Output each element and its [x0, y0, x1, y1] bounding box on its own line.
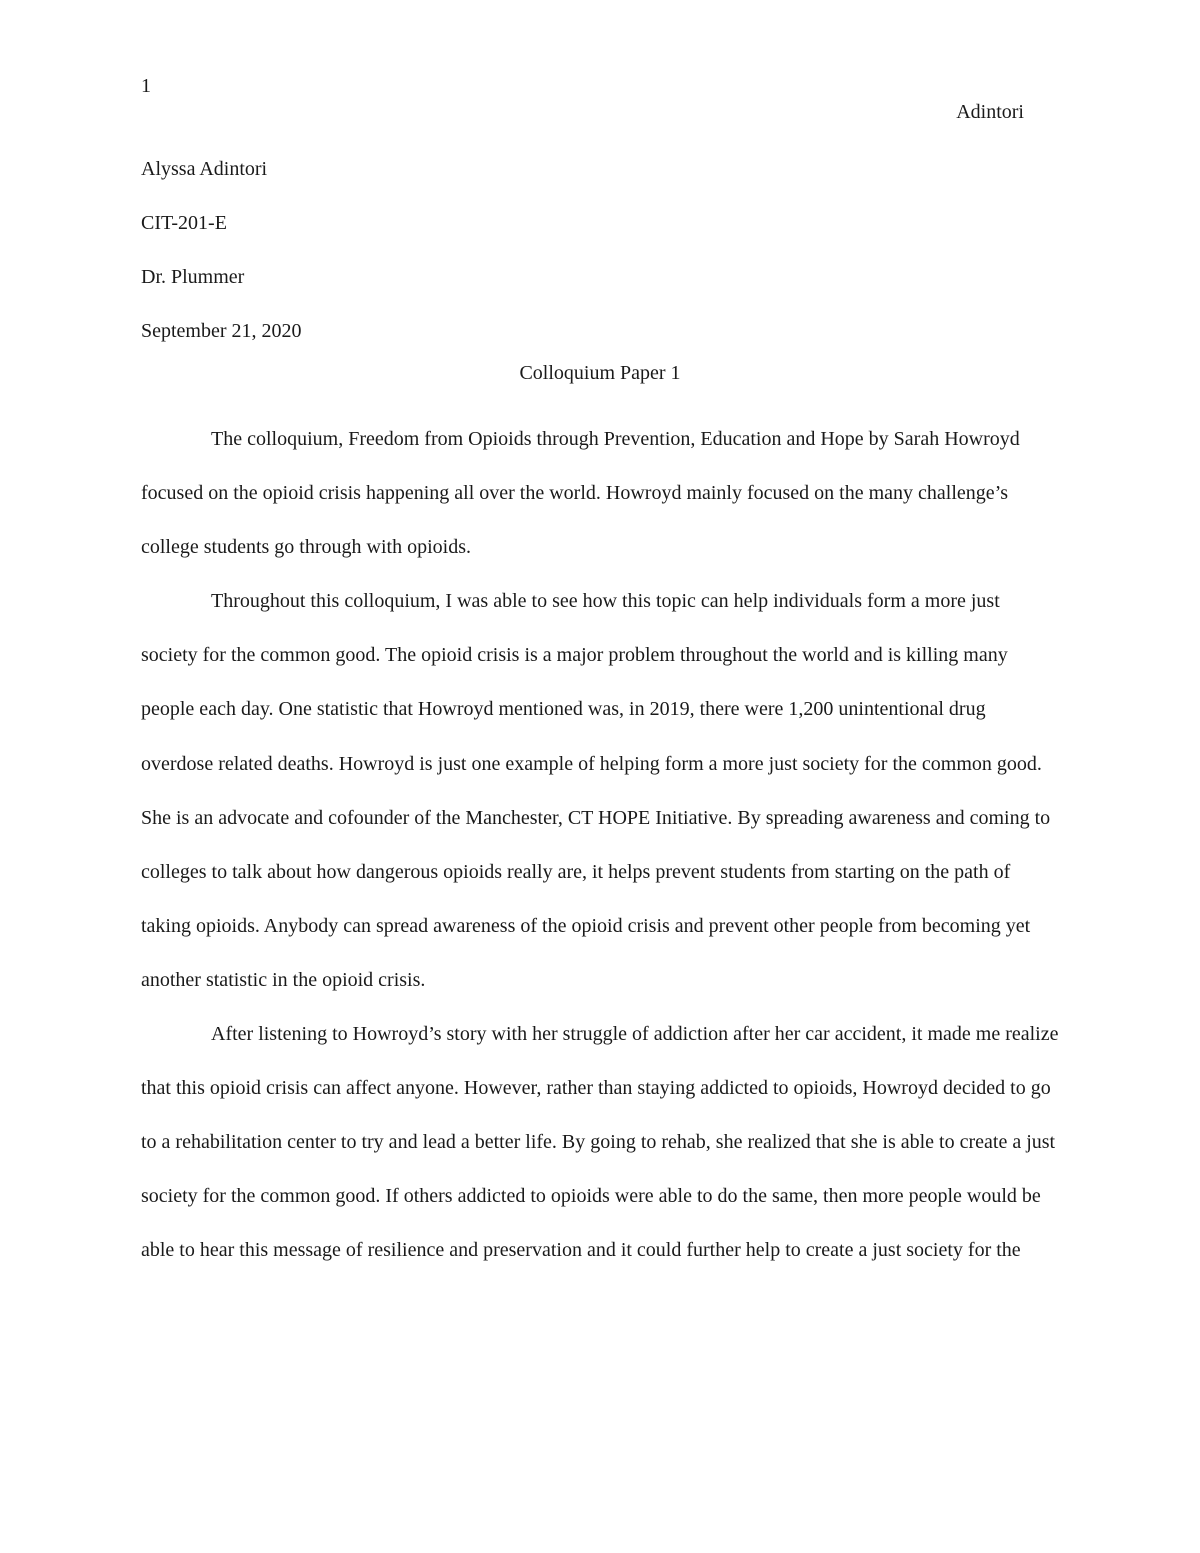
paper-date: September 21, 2020 — [141, 320, 302, 342]
paper-title: Colloquium Paper 1 — [519, 362, 681, 384]
author-name: Alyssa Adintori — [141, 158, 268, 180]
body-paragraph: The colloquium, Freedom from Opioids through Prevention, Education and Hope by Sarah Howroyd focused on the opioid crisis happening all over the world. Howroyd mainly focused on the many challenge’s college students go through with opioids. — [141, 428, 1020, 559]
mla-heading — [141, 142, 1059, 358]
instructor-name: Dr. Plummer — [141, 266, 245, 288]
body-paragraph: Throughout this colloquium, I was able to see how this topic can help individuals form a more just society for the common good. The opioid crisis is a major problem throughout the world and is killing many people each day. One statistic that Howroyd mentioned was, in 2019, there were 1,200 unintentional drug overdose related deaths. Howroyd is just one example of helping form a more just society for the common good. She is an advocate and cofounder of the Manchester, CT HOPE Initiative. By spreading awareness and coming to colleges to talk about how dangerous opioids really are, it helps prevent students from starting on the path of taking opioids. Anybody can spread awareness of the opioid crisis and prevent other people from becoming yet another statistic in the opioid crisis. — [141, 590, 1051, 991]
page-number: 1 — [141, 75, 151, 97]
body-paragraph: After listening to Howroyd’s story with her struggle of addiction after her car accident, it made me realize that this opioid crisis can affect anyone. However, rather than staying addicted to opioids, Howroyd decided to go to a rehabilitation center to try and lead a better life. By going to rehab, she realized that she is able to create a just society for the common good. If others addicted to opioids were able to do the same, then more people would be able to hear this message of resilience and preservation and it could further help to create a just society for the — [141, 1023, 1059, 1262]
paper-body — [141, 412, 1061, 1278]
course-code: CIT-201-E — [141, 212, 227, 234]
running-head: Adintori — [956, 101, 1024, 123]
